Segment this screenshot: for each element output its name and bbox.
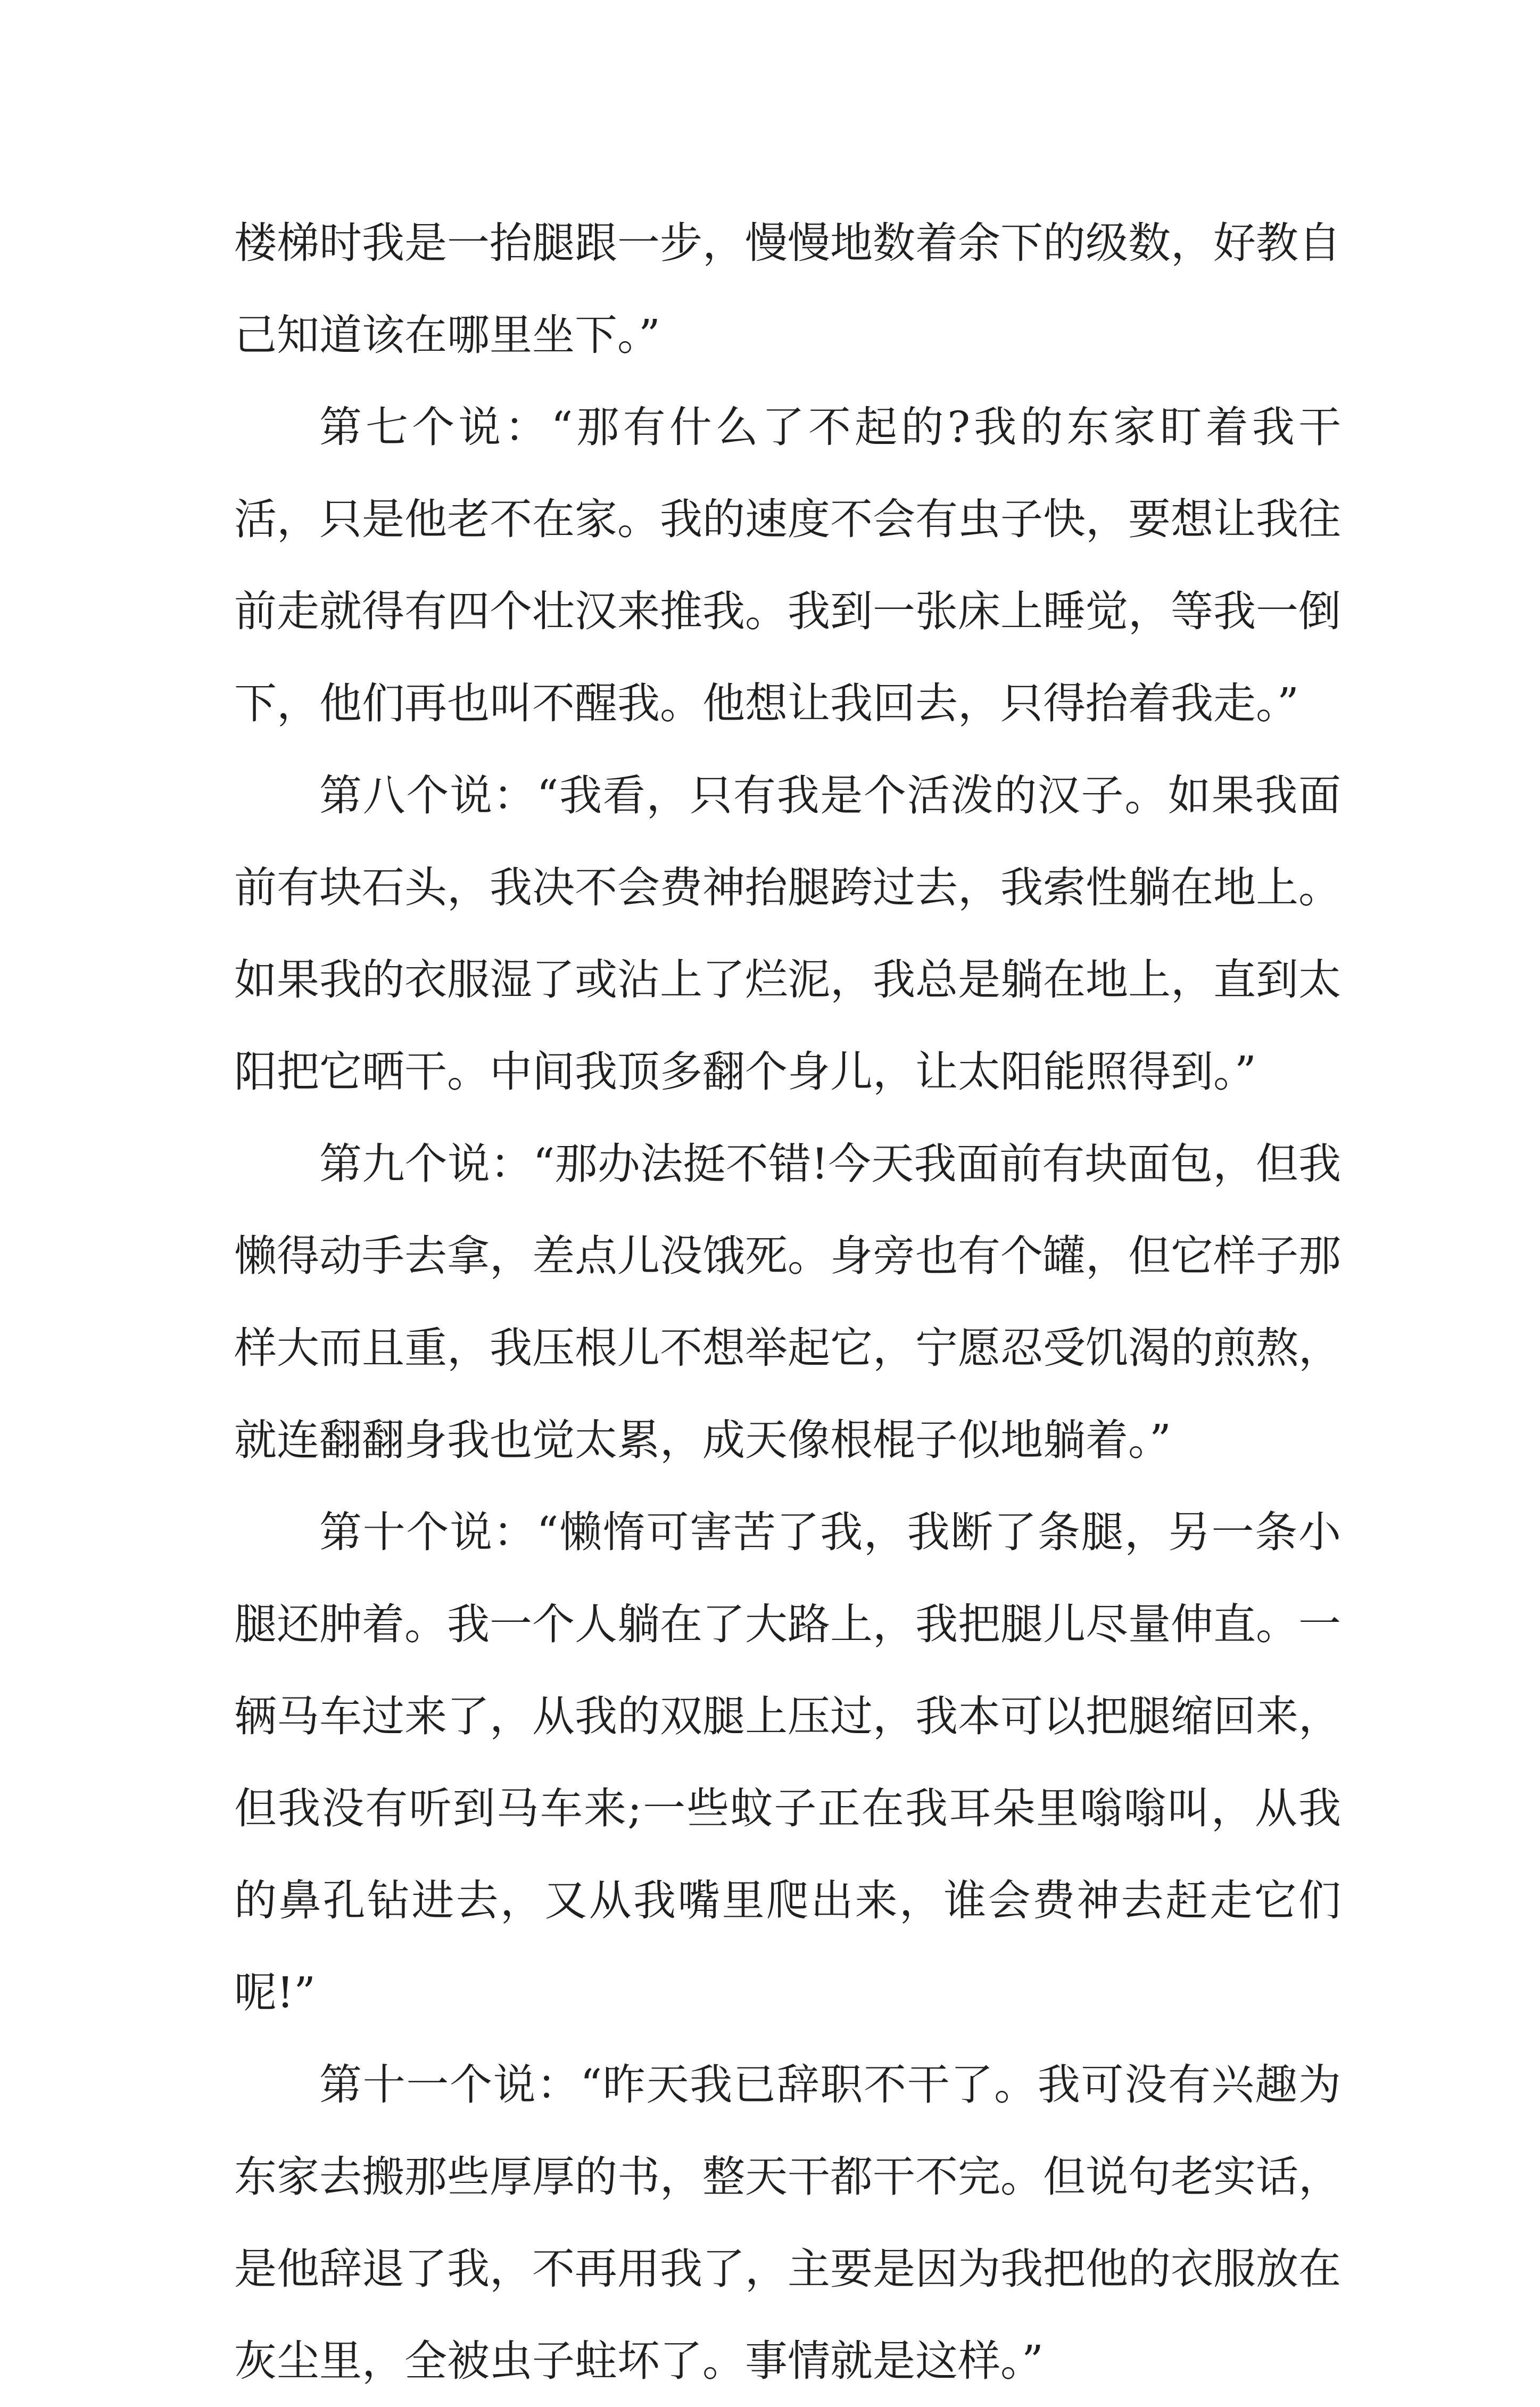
paragraph-1: 楼梯时我是一抬腿跟一步，慢慢地数着余下的级数，好教自己知道该在哪里坐下。” xyxy=(234,218,1341,360)
body-text xyxy=(234,197,1341,2407)
paragraph-6: 第十一个说：“昨天我已辞职不干了。我可没有兴趣为东家去搬那些厚厚的书，整天干都干不完。但说句老实话，是他辞退了我，不再用我了，主要是因为我把他的衣服放在灰尘里，全被虫子蛀坏了。事情就是这样。” xyxy=(234,2060,1341,2386)
paragraph-5: 第十个说：“懒惰可害苦了我，我断了条腿，另一条小腿还肿着。我一个人躺在了大路上，我把腿儿尽量伸直。一辆马车过来了，从我的双腿上压过，我本可以把腿缩回来，但我没有听到马车来;一些蚊子正在我耳朵里嗡嗡叫，从我的鼻孔钻进去，又从我嘴里爬出来，谁会费神去赶走它们呢!” xyxy=(234,1507,1341,2017)
paragraph-2: 第七个说：“那有什么了不起的?我的东家盯着我干活，只是他老不在家。我的速度不会有虫子快，要想让我往前走就得有四个壮汉来推我。我到一张床上睡觉，等我一倒下，他们再也叫不醒我。他想让我回去，只得抬着我走。” xyxy=(234,402,1341,728)
paragraph-3: 第八个说：“我看，只有我是个活泼的汉子。如果我面前有块石头，我决不会费神抬腿跨过去，我索性躺在地上。如果我的衣服湿了或沾上了烂泥，我总是躺在地上，直到太阳把它晒干。中间我顶多翻个身儿，让太阳能照得到。” xyxy=(234,771,1341,1097)
paragraph-4: 第九个说：“那办法挺不错!今天我面前有块面包，但我懒得动手去拿，差点儿没饿死。身旁也有个罐，但它样子那样大而且重，我压根儿不想举起它，宁愿忍受饥渴的煎熬，就连翻翻身我也觉太累，成天像根棍子似地躺着。” xyxy=(234,1139,1341,1465)
